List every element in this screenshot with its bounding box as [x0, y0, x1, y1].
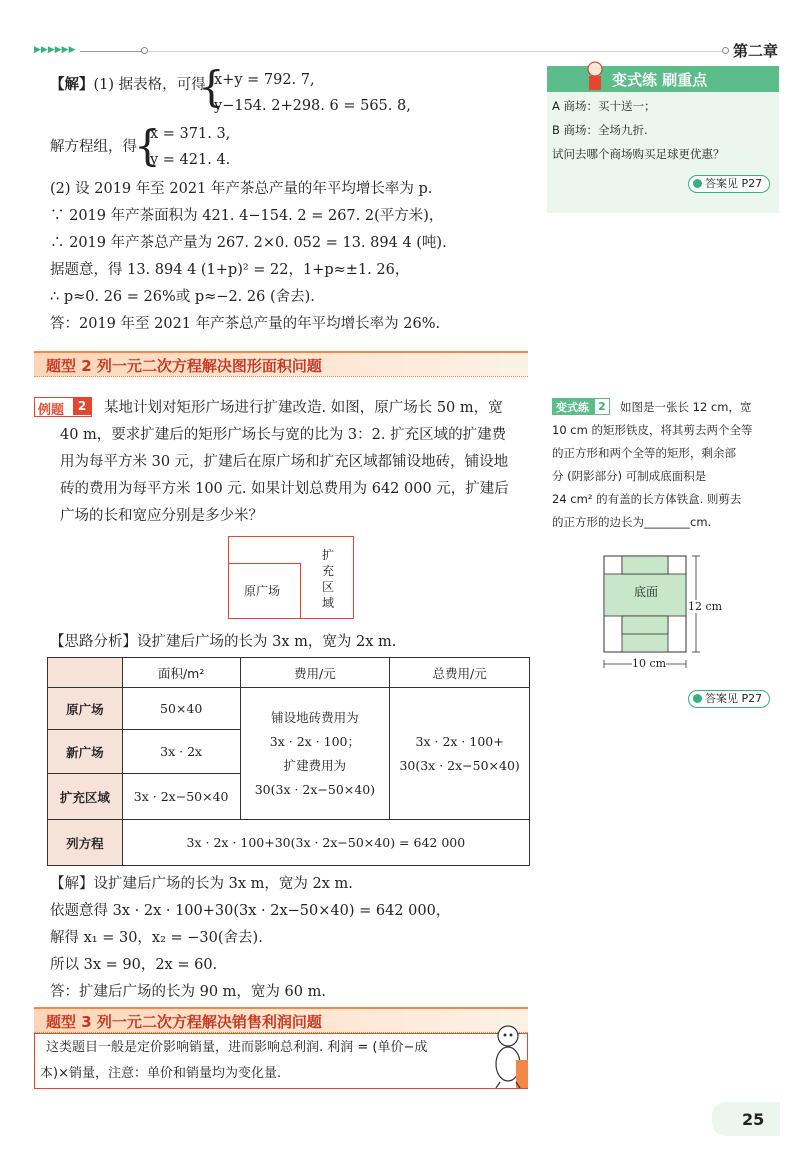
cost-line: 扩建费用为	[283, 757, 347, 773]
solution-line: 依题意得 3x · 2x · 100+30(3x · 2x−50×40) = 642 000，	[50, 903, 451, 919]
solution-line: ∴ p≈0. 26 = 26%或 p≈−2. 26 (舍去).	[50, 289, 315, 305]
table-header: 面积/m²	[122, 658, 240, 688]
answer-link[interactable]	[688, 175, 770, 193]
answer-link-label: 答案见 P27	[705, 177, 763, 190]
tip-line: 这类题目一般是定价影响销量，进而影响总利润. 利润 = (单价−成	[46, 1040, 428, 1055]
section-heading	[34, 351, 528, 377]
net-height-label: 12 cm	[688, 600, 723, 613]
expansion-label-char: 充	[322, 564, 335, 578]
key-icon	[693, 694, 702, 703]
system-brace: {	[198, 62, 225, 111]
solution-line: 答：2019 年至 2021 年产茶总产量的年平均增长率为 26%.	[50, 316, 441, 332]
example-tag-label: 例题	[38, 403, 65, 418]
practice-line: B 商场：全场九折.	[552, 123, 648, 137]
analysis-text: 【思路分析】设扩建后广场的长为 3x m，宽为 2x m.	[50, 634, 397, 650]
solution-intro: (1) 据表格，可得	[93, 77, 206, 93]
solve-prefix: 解方程组，得	[50, 139, 137, 155]
practice-tag-label: 变式练	[556, 401, 589, 414]
example-line: 砖的费用为每平方米 100 元. 如果计划总费用为 642 000 元，扩建后	[60, 481, 509, 497]
total-line: 3x · 2x · 100+	[415, 733, 504, 749]
system-brace: {	[134, 121, 161, 170]
practice-line: 分 (阴影部分) 可制成底面积是	[552, 469, 707, 483]
solution-line: 据题意，得 13. 894 4 (1+p)² = 22，1+p≈±1. 26，	[50, 262, 410, 278]
example-tag	[34, 397, 92, 417]
solution-tag: 【解】	[50, 77, 94, 93]
equation-cell: 3x · 2x · 100+30(3x · 2x−50×40) = 642 000	[122, 820, 529, 866]
answer-link-label: 答案见 P27	[705, 692, 763, 705]
section-title: 题型 2 列一元二次方程解决图形面积问题	[46, 357, 322, 375]
example-line: 某地计划对矩形广场进行扩建改造. 如图，原广场长 50 m，宽	[104, 400, 503, 416]
tip-line: 本)×销量，注意：单价和销量均为变化量.	[40, 1066, 282, 1081]
practice-line: 的正方形和两个全等的矩形，剩余部	[552, 446, 736, 460]
solution-line: ∵ 2019 年产茶面积为 421. 4−154. 2 = 267. 2(平方米)，	[50, 208, 444, 224]
solution-line: 所以 3x = 90，2x = 60.	[50, 957, 218, 973]
practice-line: 24 cm² 的有盖的长方体铁盒. 则剪去	[552, 492, 742, 506]
practice-line: A 商场：买十送一；	[552, 99, 656, 113]
row-label: 新广场	[48, 730, 123, 774]
chapter-title: 第二章	[733, 42, 779, 60]
area-cell: 50×40	[122, 688, 240, 730]
example-line: 广场的长和宽应分别是多少米？	[60, 508, 263, 524]
mascot-icon	[583, 60, 607, 92]
area-cell: 3x · 2x−50×40	[122, 774, 240, 820]
cost-line: 铺设地砖费用为	[271, 709, 359, 725]
page-number: 25	[742, 1110, 765, 1129]
practice-line: 试问去哪个商场购买足球更优惠？	[552, 147, 725, 161]
cost-line: 3x · 2x · 100；	[269, 733, 360, 749]
system1-line2: y−154. 2+298. 6 = 565. 8,	[214, 98, 411, 114]
header-arrows: ▶▶▶▶▶▶	[34, 45, 76, 55]
table-header	[48, 658, 123, 688]
practice-header	[547, 66, 779, 92]
header-dot	[141, 47, 148, 54]
row-label: 列方程	[48, 820, 123, 866]
solution-line: ∴ 2019 年产茶总产量为 267. 2×0. 052 = 13. 894 4 (吨).	[50, 235, 447, 251]
row-label: 原广场	[48, 688, 123, 730]
system2-line2: y = 421. 4.	[150, 152, 231, 168]
solution-line: (2) 设 2019 年至 2021 年产茶总产量的年平均增长率为 p.	[50, 181, 433, 197]
solution-label	[50, 75, 206, 95]
solution-line: 答：扩建后广场的长为 90 m，宽为 60 m.	[50, 984, 326, 1000]
system2-line1: x = 371. 3,	[150, 126, 231, 142]
key-icon	[693, 179, 702, 188]
total-cell	[390, 688, 530, 820]
practice-tag	[552, 398, 610, 415]
header-rule	[148, 51, 722, 52]
header-rule	[80, 51, 142, 52]
table-header: 总费用/元	[390, 658, 530, 688]
section-title: 题型 3 列一元二次方程解决销售利润问题	[46, 1013, 322, 1031]
analysis-table	[47, 657, 530, 866]
area-cell: 3x · 2x	[122, 730, 240, 774]
practice-line: 的正方形的边长为________cm.	[552, 515, 712, 529]
practice-number: 2	[595, 399, 609, 414]
net-width-label: 10 cm	[632, 657, 667, 670]
practice-header-title: 变式练 刷重点	[612, 71, 708, 89]
mascot-icon	[486, 1020, 532, 1090]
practice-line: 10 cm 的矩形铁皮，将其剪去两个全等	[552, 423, 753, 437]
expansion-label-char: 扩	[322, 548, 335, 562]
net-base-label: 底面	[634, 585, 659, 599]
row-label: 扩充区域	[48, 774, 123, 820]
practice-line: 如图是一张长 12 cm，宽	[620, 400, 752, 414]
header-dot	[722, 47, 729, 54]
solution-line: 解得 x₁ = 30，x₂ = −30(舍去).	[50, 930, 263, 946]
expansion-label-char: 区	[322, 580, 335, 594]
example-number: 2	[73, 398, 91, 415]
cost-cell	[240, 688, 390, 820]
table-header: 费用/元	[240, 658, 390, 688]
original-plaza-label: 原广场	[244, 584, 281, 598]
answer-link[interactable]	[688, 690, 770, 708]
total-line: 30(3x · 2x−50×40)	[399, 757, 520, 773]
example-line: 40 m，要求扩建后的矩形广场长与宽的比为 3：2. 扩充区域的扩建费	[60, 427, 507, 443]
system1-line1: x+y = 792. 7,	[214, 72, 315, 88]
expansion-label-char: 域	[322, 596, 335, 610]
example-line: 用为每平方米 30 元，扩建后在原广场和扩充区域都铺设地砖，铺设地	[60, 454, 509, 470]
solution-line: 【解】设扩建后广场的长为 3x m，宽为 2x m.	[50, 876, 353, 892]
section-heading	[34, 1007, 528, 1033]
cost-line: 30(3x · 2x−50×40)	[254, 781, 376, 797]
